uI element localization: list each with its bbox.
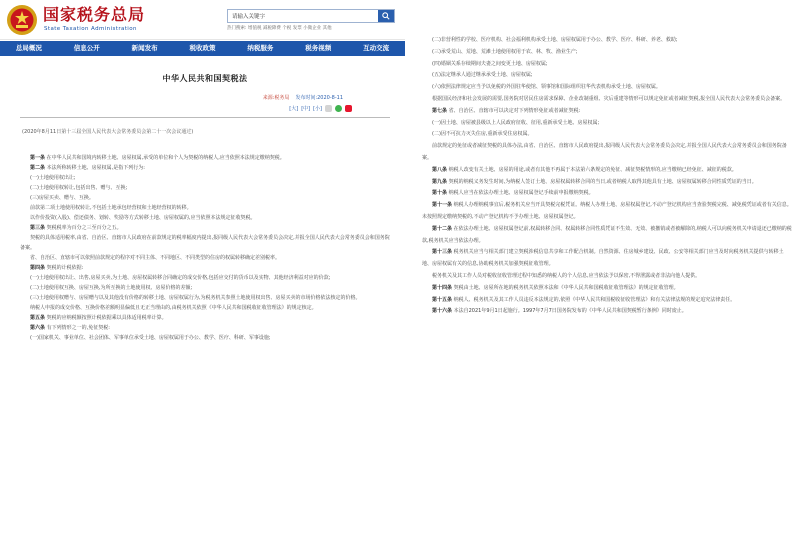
nav-item[interactable]: 新闻发布 bbox=[131, 44, 158, 52]
site-header bbox=[0, 0, 405, 40]
article-text: 前款第二项土地使用权转让,不包括土地承包经营权和土地经营权的转移。 bbox=[30, 205, 192, 211]
article-paragraph bbox=[20, 233, 390, 253]
article-paragraph bbox=[422, 118, 792, 130]
article-number: 第一条 bbox=[30, 155, 46, 161]
search-input[interactable] bbox=[228, 10, 378, 22]
article-number: 第十四条 bbox=[432, 284, 453, 291]
article-text: 契税的具体适用税率,由省、自治区、直辖市人民政府在前款规定的税率幅度内提出,报同级人民代表大会常务委员会决定,并报全国人民代表大会常务委员会和国务院备案。 bbox=[20, 235, 390, 251]
article-paragraph bbox=[422, 177, 792, 189]
article-number: 第三条 bbox=[30, 225, 46, 231]
weibo-share-icon[interactable] bbox=[345, 105, 352, 112]
article-text: (六)依照法律规定应当予以免税的外国驻华使馆、领事馆和国际组织驻华代表机构承受土地、房屋权属。 bbox=[432, 84, 661, 91]
article-paragraph bbox=[422, 47, 792, 59]
article-paragraph bbox=[20, 303, 390, 313]
article-text: 省、自治区、直辖市可以依照前款规定的程序对不同主体、不同地区、不同类型的住房的权属转移确定差别税率。 bbox=[30, 255, 281, 261]
article-paragraph bbox=[422, 224, 792, 248]
article-number: 第十一条 bbox=[432, 202, 453, 209]
article-paragraph bbox=[20, 253, 390, 263]
article-number: 第七条 bbox=[432, 107, 448, 114]
article-paragraph bbox=[422, 141, 792, 165]
article-paragraph bbox=[20, 283, 390, 293]
nav-item[interactable]: 税收政策 bbox=[189, 44, 216, 52]
article-paragraph bbox=[422, 35, 792, 47]
article-paragraph bbox=[422, 59, 792, 71]
article-text: (五)法定继承人通过继承承受土地、房屋权属; bbox=[432, 72, 533, 79]
article-text: (二)非营利性的学校、医疗机构、社会福利机构承受土地、房屋权属用于办公、教学、医疗、科研、养老、救助; bbox=[432, 37, 678, 43]
font-size-large[interactable]: [大] bbox=[289, 106, 299, 112]
article-paragraph bbox=[20, 263, 390, 273]
article-paragraph bbox=[422, 70, 792, 82]
article-number: 第五条 bbox=[30, 315, 46, 321]
font-size-medium[interactable]: [中] bbox=[301, 106, 311, 112]
article-text: 契税由土地、房屋所在地的税务机关依照本法和《中华人民共和国税收征收管理法》的规定征收管理。 bbox=[453, 284, 679, 291]
article-number: 第十五条 bbox=[432, 296, 453, 303]
article-paragraph bbox=[422, 306, 792, 318]
article-paragraph bbox=[20, 173, 390, 183]
nav-item[interactable]: 税务视频 bbox=[305, 44, 332, 52]
article-paragraph bbox=[422, 271, 792, 283]
article-number: 第九条 bbox=[432, 178, 448, 185]
article-text: 契税的纳税义务发生时间,为纳税人签订土地、房屋权属转移合同的当日,或者纳税人取得其他具有土地、房屋权属转移合同性质凭证的当日。 bbox=[448, 178, 757, 185]
article-text: 契税的计税依据: bbox=[46, 265, 84, 271]
search-button[interactable] bbox=[378, 10, 394, 22]
article-paragraph bbox=[422, 82, 792, 94]
article-number: 第二条 bbox=[30, 165, 46, 171]
article-paragraph bbox=[20, 183, 390, 193]
article-number: 第八条 bbox=[432, 166, 448, 173]
article-text: (二)土地使用权转让,包括出售、赠与、互换; bbox=[30, 185, 128, 191]
article-text: 税务机关应当与相关部门建立契税涉税信息共享和工作配合机制。自然资源、住房城乡建设、民政、公安等相关部门应当及时向税务机关提供与转移土地、房屋权属有关的信息,协助税务机关加强契税征收管理。 bbox=[422, 249, 784, 268]
article-number: 第十六条 bbox=[432, 308, 453, 315]
article-text: 纳税人申报的成交价格、互换价格差额明显偏低且无正当理由的,由税务机关依照《中华人民共和国税收征收管理法》的规定核定。 bbox=[30, 305, 317, 311]
article-text: 纳税人应当在依法办理土地、房屋权属登记手续前申报缴纳契税。 bbox=[448, 190, 594, 197]
article-text: 本法自2021年9月1日起施行。1997年7月7日国务院发布的《中华人民共和国契税暂行条例》同时废止。 bbox=[453, 308, 687, 315]
wechat-share-icon[interactable] bbox=[335, 105, 342, 112]
article-text: 纳税人、税务机关及其工作人员违反本法规定的,依照《中华人民共和国税收征收管理法》和有关法律法规的规定追究法律责任。 bbox=[453, 296, 736, 303]
article-text: 以作价投资(入股)、偿还债务、划转、奖励等方式转移土地、房屋权属的,应当依照本法规定征收契税。 bbox=[30, 215, 256, 221]
article-text: (三)房屋买卖、赠与、互换。 bbox=[30, 195, 94, 201]
article-number: 第六条 bbox=[30, 325, 46, 331]
font-size-small[interactable]: [小] bbox=[313, 106, 322, 112]
article-text: 契税的应纳税额按照计税依据乘以具体适用税率计算。 bbox=[46, 315, 167, 321]
article-paragraph bbox=[20, 323, 390, 333]
article-paragraph bbox=[20, 273, 390, 283]
adoption-note: (2020年8月11日第十三届全国人民代表大会常务委员会第二十一次会议通过) bbox=[22, 129, 194, 135]
article-text: 在依法办理土地、房屋权属登记前,权属转移合同、权属转移合同性质凭证不生效、无效、被撤销或者被解除的,纳税人可以向税务机关申请退还已缴纳的税款,税务机关应当依法办理。 bbox=[422, 225, 792, 244]
search-box bbox=[227, 9, 395, 23]
article-paragraph bbox=[20, 313, 390, 323]
article-paragraph bbox=[20, 213, 390, 223]
page-title: 中华人民共和国契税法 bbox=[162, 74, 248, 83]
search-icon bbox=[382, 12, 390, 20]
article-text: (三)土地使用权赠与、房屋赠与以及其他没有价格的转移土地、房屋权属行为,为税务机关参照土地使用权出售、房屋买卖的市场价格依法核定的价格。 bbox=[30, 295, 361, 301]
article-text: (一)国家机关、事业单位、社会团体、军事单位承受土地、房屋权属用于办公、教学、医疗、科研、军事设施; bbox=[30, 335, 271, 341]
article-paragraph bbox=[422, 283, 792, 295]
article-paragraph bbox=[20, 223, 390, 233]
main-nav bbox=[0, 41, 405, 56]
article-text: 前款规定的免征或者减征契税的具体办法,由省、自治区、直辖市人民政府提出,报同级人民代表大会常务委员会决定,并报全国人民代表大会常务委员会和国务院备案。 bbox=[422, 143, 787, 161]
article-number: 第十二条 bbox=[432, 225, 453, 232]
article-text: (四)婚姻关系存续期间夫妻之间变更土地、房屋权属; bbox=[432, 60, 548, 67]
article-list-left bbox=[20, 153, 390, 343]
article-paragraph bbox=[422, 129, 792, 141]
hot-search-words[interactable]: 热门搜索: 增值税 减税降费 个税 发票 小微企业 其他 bbox=[227, 26, 332, 31]
title-divider bbox=[20, 117, 390, 118]
article-text: (一)因土地、房屋被县级以上人民政府征收、征用,重新承受土地、房屋权属; bbox=[432, 119, 600, 126]
article-paragraph bbox=[422, 295, 792, 307]
article-text: 省、自治区、直辖市可以决定对下列情形免征或者减征契税: bbox=[448, 107, 581, 114]
article-text: 根据国民经济和社会发展的需要,国务院对居民住房需求保障、企业改制重组、灾后重建等情形可以规定免征或者减征契税,报全国人民代表大会常务委员会备案。 bbox=[432, 95, 786, 102]
article-list-right bbox=[422, 0, 792, 318]
article-paragraph bbox=[422, 188, 792, 200]
article-tools bbox=[20, 105, 390, 112]
article-text: 纳税人改变有关土地、房屋的用途,或者有其他不再属于本法第六条规定的免征、减征契税情形的,应当缴纳已经免征、减征的税款。 bbox=[448, 166, 737, 173]
article-paragraph bbox=[422, 200, 792, 224]
article-text: 税务机关及其工作人员对税收征收管理过程中知悉的纳税人的个人信息,应当依法予以保密,不得泄露或者非法向他人提供。 bbox=[432, 272, 701, 279]
nav-item[interactable]: 互动交流 bbox=[363, 44, 390, 52]
article-text: 契税税率为百分之三至百分之五。 bbox=[46, 225, 122, 231]
article-text: 本法所称转移土地、房屋权属,是指下列行为: bbox=[46, 165, 145, 171]
article-number: 第四条 bbox=[30, 265, 46, 271]
article-paragraph bbox=[422, 106, 792, 118]
article-source: 来源:税务局 bbox=[262, 95, 290, 101]
article-number: 第十条 bbox=[432, 190, 448, 197]
article-number: 第十三条 bbox=[432, 249, 453, 256]
article-text: (二)土地使用权互换、房屋互换,为所互换的土地使用权、房屋价格的差额; bbox=[30, 285, 193, 291]
nav-item[interactable]: 纳税服务 bbox=[247, 44, 274, 52]
national-emblem-icon bbox=[6, 4, 38, 36]
article-paragraph bbox=[20, 333, 390, 343]
article-text: 有下列情形之一的,免征契税: bbox=[46, 325, 110, 331]
page-right bbox=[422, 0, 792, 545]
article-paragraph bbox=[422, 247, 792, 271]
nav-item[interactable]: 信息公开 bbox=[73, 44, 100, 52]
site-logo-english: State Taxation Administration bbox=[44, 26, 137, 32]
article-text: 纳税人办理纳税事宜后,税务机关应当开具契税完税凭证。纳税人办理土地、房屋权属登记,不动产登记机构应当查验契税完税、减免税凭证或者有关信息。未按照规定缴纳契税的,不动产登记机构不予办理土地、房屋权属登记。 bbox=[422, 202, 792, 220]
article-text: (一)土地使用权出让、出售,房屋买卖,为土地、房屋权属转移合同确定的成交价格,包括应交付的货币以及实物、其他经济利益对应的价款; bbox=[30, 275, 331, 281]
publish-date: 发布时间:2020-8-11 bbox=[295, 95, 343, 101]
article-paragraph bbox=[422, 165, 792, 177]
document-body bbox=[20, 56, 390, 343]
article-paragraph bbox=[20, 163, 390, 173]
article-meta bbox=[20, 94, 390, 101]
article-text: (二)因不可抗力灭失住房,重新承受住房权属。 bbox=[432, 131, 533, 138]
article-text: (三)承受荒山、荒地、荒滩土地使用权用于农、林、牧、渔业生产; bbox=[432, 48, 578, 55]
article-paragraph bbox=[20, 293, 390, 303]
article-paragraph bbox=[422, 94, 792, 106]
site-logo-text[interactable]: 国家税务总局 bbox=[43, 5, 146, 24]
article-paragraph bbox=[20, 193, 390, 203]
print-icon[interactable] bbox=[325, 105, 332, 112]
article-paragraph bbox=[20, 203, 390, 213]
article-paragraph bbox=[20, 153, 390, 163]
article-text: 在中华人民共和国境内转移土地、房屋权属,承受的单位和个人为契税的纳税人,应当依照本法规定缴纳契税。 bbox=[46, 155, 285, 161]
article-text: (一)土地使用权出让; bbox=[30, 175, 76, 181]
nav-item[interactable]: 总局概况 bbox=[15, 44, 42, 52]
